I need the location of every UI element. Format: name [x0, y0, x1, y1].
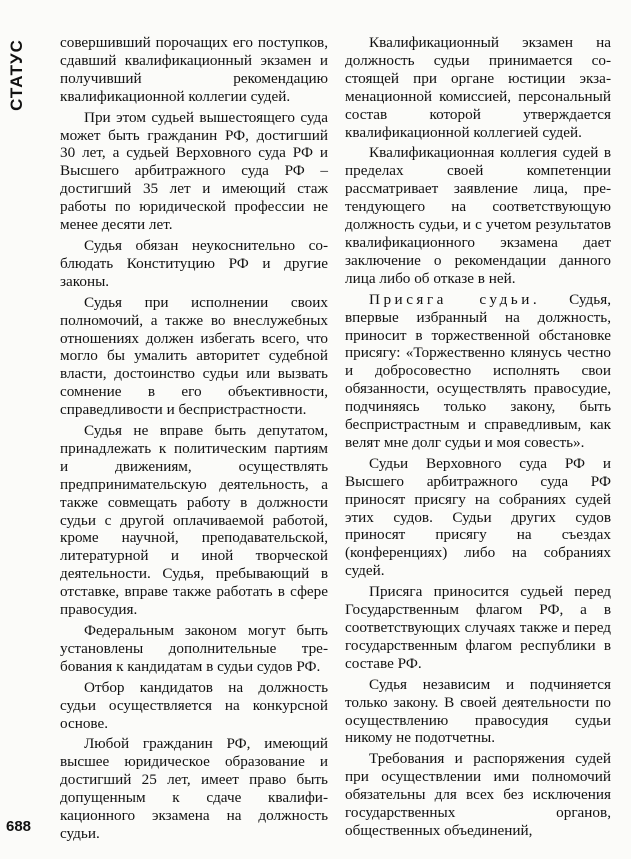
paragraph: При этом судьей вышестоящего суда может быть гражданин РФ, достигший 30 лет, а судьей Верховного суда РФ и Высшего арбитражного суда РФ – достигший 35 лет и имеющий стаж работы по юридической профессии не менее десяти лет.: [60, 108, 328, 234]
paragraph: Квалификационная коллегия судей в пределах своей компетенции рассматривает заявление лица, претендующего на соответствующую должность судьи, и с учетом результатов квалификационного экзамена дает заключение о рекомендации данного лица либо об отказе в ней.: [345, 144, 611, 287]
paragraph: Судья независим и подчиняется только закону. В своей деятельности по осуществлению правосудия судьи никому не подотчетны.: [345, 675, 611, 747]
page-number: 688: [6, 818, 32, 835]
paragraph: Любой гражданин РФ, имеющий высшее юридическое образование и достигший 25 лет, имеет право быть допущенным к сдаче квалификационного экзамена на должность судьи.: [60, 735, 328, 842]
paragraph: Судья при исполнении своих полномочий, а также во внеслужебных отношениях должен избегать всего, что могло бы умалить авторитет судебной власти, достоинство судьи или вызвать сомнение в его объективности, справедливости и беспристрастности.: [60, 293, 328, 419]
paragraph: Судья обязан неукоснительно соблюдать Конституцию РФ и другие законы.: [60, 236, 328, 290]
paragraph: Судьи Верховного суда РФ и Высшего арбитражного суда РФ приносят присягу на собраниях судей этих судов. Судьи других судов приносят присягу на съездах (конференциях) либо на собраниях судей.: [345, 454, 611, 580]
paragraph: Судья не вправе быть депутатом, принадлежать к политическим партиям и движениям, осуществлять предпринимательскую деятельность, а также совмещать работу в должности судьи с другой оплачиваемой работой, кроме научной, преподавательской, литературной и иной творческой деятельности. Судья, пребывающий в отставке, вправе также работать в сфере правосудия.: [60, 422, 328, 619]
oath-heading: Присяга судьи.: [369, 290, 541, 308]
paragraph: Требования и распоряжения судей при осуществлении ими полномочий обязательны для всех без исключения государственных органов, общественных объединений,: [345, 750, 611, 839]
left-column: [60, 34, 328, 846]
section-label-text: СТАТУС: [7, 39, 26, 111]
paragraph: Квалификационный экзамен на должность судьи принимается состоящей при органе юстиции экзаменационной комиссией, персональный состав которой утверждается квалификационной коллегией судей.: [345, 34, 611, 141]
paragraph-oath: [345, 291, 611, 452]
paragraph: Федеральным законом могут быть установлены дополнительные требования к кандидатам в судьи судов РФ.: [60, 622, 328, 675]
oath-text: Судья, впервые избранный на должность, приносит в торжественной обстановке присягу: «Торжественно клянусь честно и добросовестно исполнять свои обязанности, осуществлять правосудие, подчиняясь только закону, быть беспристрастным и справедливым, как велят мне долг судьи и моя совесть».: [345, 290, 611, 451]
paragraph: совершивший порочащих его поступков, сдавший квалификационный экзамен и получивший рекомендацию квалификационной коллегии судей.: [60, 34, 328, 105]
section-label: [6, 40, 28, 110]
paragraph: Присяга приносится судьей перед Государственным флагом РФ, а в соответствующих случаях также и перед государственным флагом республики в составе РФ.: [345, 583, 611, 672]
paragraph: Отбор кандидатов на должность судьи осуществляется на конкурсной основе.: [60, 678, 328, 732]
right-column: [345, 34, 611, 843]
